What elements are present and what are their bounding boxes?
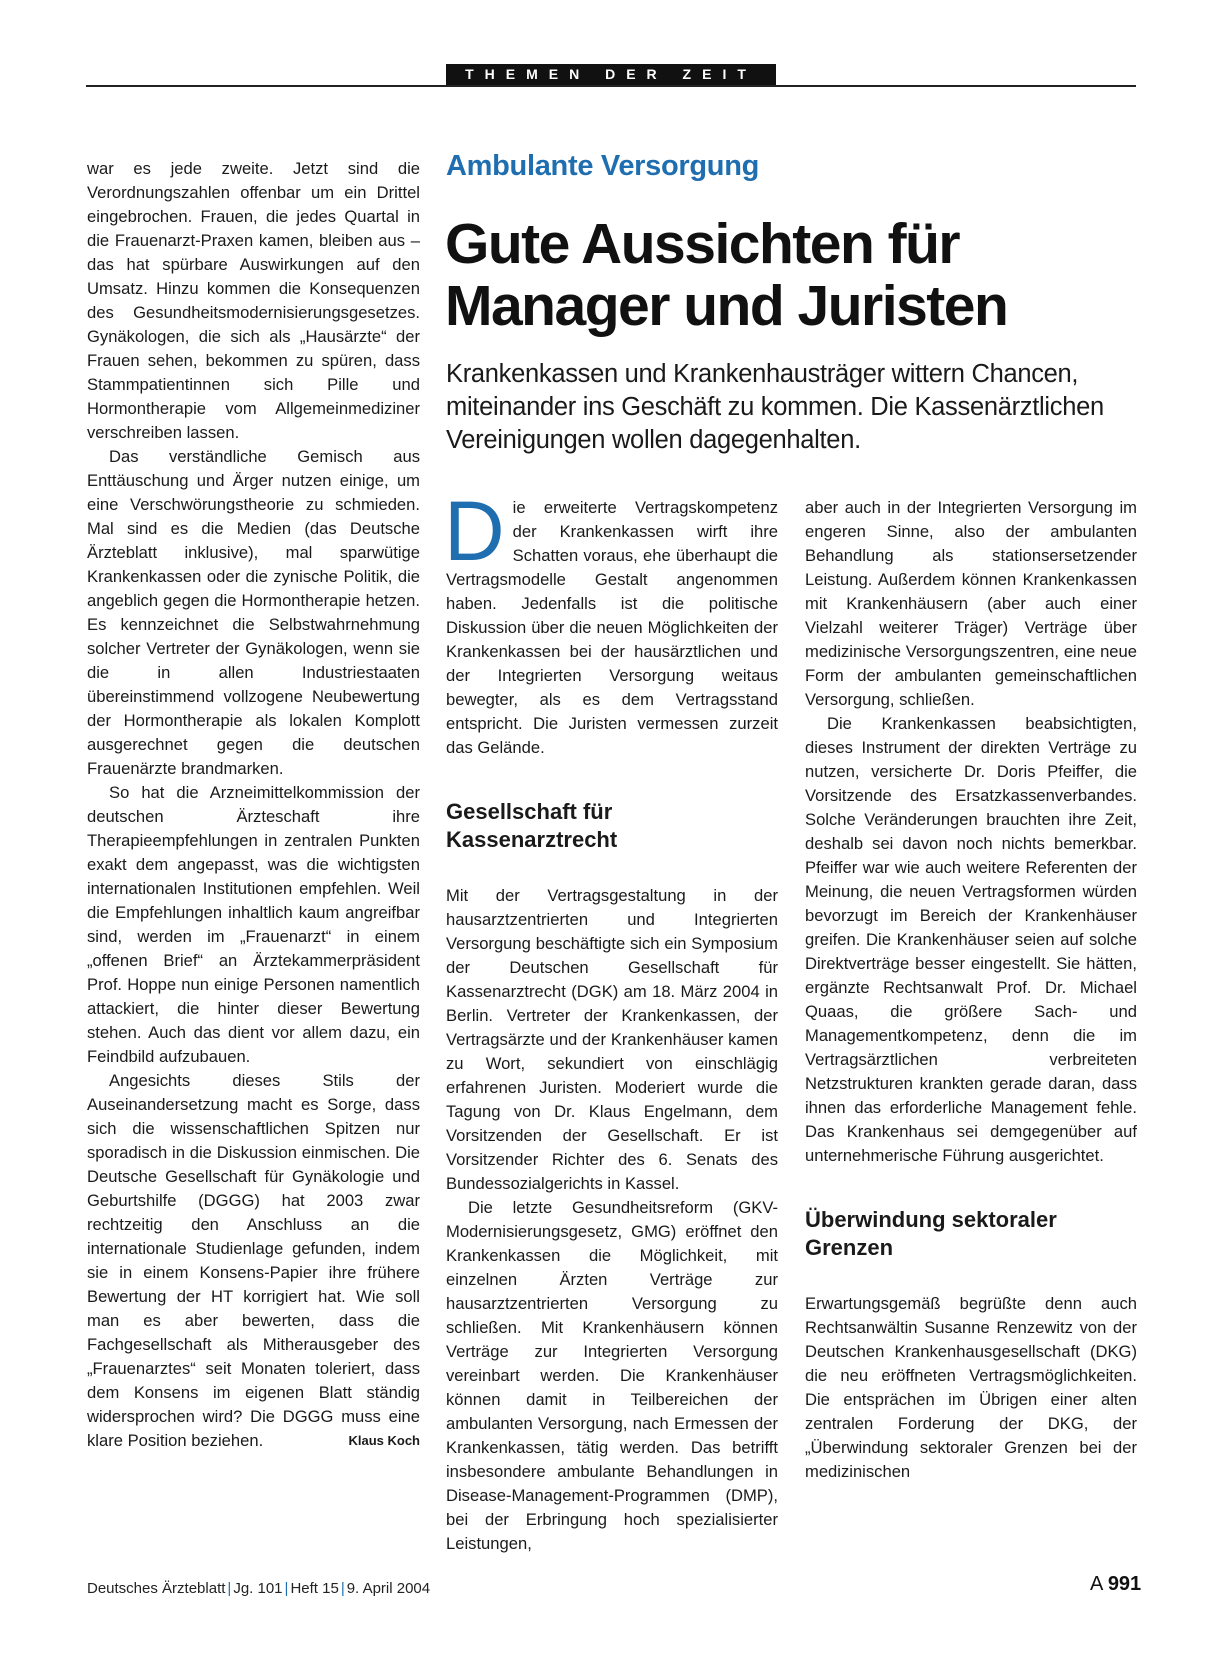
page-number xyxy=(1090,1573,1141,1596)
article-headline xyxy=(445,213,1165,337)
column-right xyxy=(805,496,1137,1484)
author-name: Klaus Koch xyxy=(348,1433,420,1448)
paragraph-text: ie erweiterte Vertragskompetenz der Krankenkassen wirft ihre Schatten voraus, ehe überhaupt die Vertragsmodelle Gestalt angenommen haben. Jedenfalls ist die politische Diskussion über die neuen Möglichkeiten der Krankenkassen bei der hausärztlichen und der Integrierten Versorgung weitaus bewegter, als es dem Vertragsstand entspricht. Die Juristen vermessen zurzeit das Gelände. xyxy=(446,498,778,757)
headline-line-2: Manager und Juristen xyxy=(445,274,1008,338)
page-prefix: A xyxy=(1090,1573,1103,1595)
paragraph-with-author xyxy=(87,1069,420,1453)
section-label: THEMEN DER ZEIT xyxy=(446,64,776,85)
subheading: Gesellschaft für Kassenarztrecht xyxy=(446,799,618,852)
paragraph: Das verständliche Gemisch aus Enttäuschung und Ärger nutzen einige, um eine Verschwörungstheorie zu schmieden. Mal sind es die Medien (das Deutsche Ärzteblatt inklusive), mal sparwütige Krankenkassen oder die zynische Politik, die angeblich gegen die Hormontherapie hetzen. Es kennzeichnet die Selbstwahrnehmung solcher Vertreter der Gynäkologen, wenn sie die in allen Industriestaaten übereinstimmend vollzogene Neubewertung der Hormontherapie als lokalen Komplott ausgerechnet gegen die deutschen Frauenärzte brandmarken. xyxy=(87,447,420,778)
separator: | xyxy=(227,1580,232,1597)
date: 9. April 2004 xyxy=(346,1580,431,1597)
lead-paragraph xyxy=(444,484,778,760)
subheading: Überwindung sektoraler Grenzen xyxy=(805,1207,1057,1260)
page-number-value: 991 xyxy=(1107,1573,1142,1595)
volume: Jg. 101 xyxy=(233,1580,283,1597)
journal-name: Deutsches Ärzteblatt xyxy=(87,1580,226,1597)
headline-line-1: Gute Aussichten für xyxy=(445,212,960,276)
paragraph: Mit der Vertragsgestaltung in der hausarztzentrierten und Integrierten Versorgung beschäftigte sich ein Symposium der Deutschen Gesellschaft für Kassenarztrecht (DGK) am 18. März 2004 in Berlin. Vertreter der Krankenkassen, der Vertragsärzte und der Krankenhäuser kamen zu Wort, sekundiert von einschlägig erfahrenen Juristen. Moderiert wurde die Tagung von Dr. Klaus Engelmann, dem Vorsitzenden der Gesellschaft. Er ist Vorsitzender Richter des 6. Senats des Bundessozialgerichts in Kassel. xyxy=(446,886,778,1193)
footer-citation xyxy=(87,1580,430,1597)
paragraph: Die Krankenkassen beabsichtigten, dieses Instrument der direkten Verträge zu nutzen, versicherte Dr. Doris Pfeiffer, die Vorsitzende des Ersatzkassenverbandes. Solche Veränderungen brauchten ihre Zeit, deshalb sei davon noch nichts bemerkbar. Pfeiffer war wie auch weitere Referenten der Meinung, die neuen Vertragsformen würden bevorzugt im Bereich der Krankenhäuser greifen. Die Krankenhäuser seien auf solche Direktverträge besser eingestellt. Sie hätten, ergänzte Rechtsanwalt Prof. Dr. Michael Quaas, die größere Sach- und Managementkompetenz, denn die im Vertragsärztlichen verbreiteten Netzstrukturen krankten gerade daran, dass ihnen das erforderliche Management fehle. Das Krankenhaus sei demgegenüber auf unternehmerische Führung ausgerichtet. xyxy=(805,714,1137,1165)
paragraph: war es jede zweite. Jetzt sind die Verordnungszahlen offenbar um ein Drittel eingebrochen. Frauen, die jedes Quartal in die Frauenarzt-Praxen kamen, bleiben aus – das hat spürbare Auswirkungen auf den Umsatz. Hinzu kommen die Konsequenzen des Gesundheitsmodernisierungsgesetzes. Gynäkologen, die sich als „Hausärzte“ der Frauen sehen, bekommen zu spüren, dass Stammpatientinnen sich Pille und Hormontherapie vom Allgemeinmediziner verschreiben lassen. xyxy=(87,159,420,442)
paragraph: Erwartungsgemäß begrüßte denn auch Rechtsanwältin Susanne Renzewitz von der Deutschen Krankenhausgesellschaft (DKG) die neu eröffneten Vertragsmöglichkeiten. Die entsprächen im Übrigen einer alten zentralen Forderung der DKG, der „Überwindung sektoraler Grenzen bei der medizinischen xyxy=(805,1294,1137,1481)
paragraph: aber auch in der Integrierten Versorgung im engeren Sinne, also der ambulanten Behandlung als stationsersetzender Leistung. Außerdem können Krankenkassen mit Krankenhäusern (aber auch einer Vielzahl weiterer Träger) Verträge über medizinische Versorgungszentren, eine neue Form der ambulanten gemeinschaftlichen Versorgung, schließen. xyxy=(805,498,1137,709)
column-middle xyxy=(444,484,778,1556)
header-rule xyxy=(86,85,1136,87)
article-deck: Krankenkassen und Krankenhausträger wittern Chancen, miteinander ins Geschäft zu kommen. Die Kassenärztlichen Vereinigungen wollen dagegenhalten. xyxy=(446,360,1104,454)
separator: | xyxy=(284,1580,289,1597)
column-left xyxy=(87,157,420,1453)
paragraph: So hat die Arzneimittelkommission der deutschen Ärzteschaft ihre Therapieempfehlungen in zentralen Punkten exakt dem angepasst, was die wichtigsten internationalen Institutionen empfehlen. Weil die Empfehlungen inhaltlich kaum angreifbar sind, werden im „Frauenarzt“ in einem „offenen Brief“ an Ärztekammerpräsident Prof. Hoppe nun einige Personen namentlich attackiert, die hinter dieser Bewertung stehen. Auch das dient vor allem dazu, ein Feindbild aufzubauen. xyxy=(87,783,420,1066)
drop-cap: D xyxy=(444,484,505,578)
separator: | xyxy=(340,1580,345,1597)
paragraph: Die letzte Gesundheitsreform (GKV-Modernisierungsgesetz, GMG) eröffnet den Krankenkassen die Möglichkeit, mit einzelnen Ärzten Verträge zur hausarztzentrierten Versorgung zu schließen. Mit Krankenhäusern können Verträge zur Integrierten Versorgung vereinbart werden. Die Krankenhäuser können damit in Teilbereichen der ambulanten Versorgung, nach Ermessen der Krankenkassen, tätig werden. Das betrifft insbesondere ambulante Behandlungen in Disease-Management-Programmen (DMP), bei der Erbringung hoch spezialisierter Leistungen, xyxy=(446,1198,778,1553)
paragraph-text: Angesichts dieses Stils der Auseinandersetzung macht es Sorge, dass sich die wissenschaftlichen Spitzen nur sporadisch in die Diskussion einmischen. Die Deutsche Gesellschaft für Gynäkologie und Geburtshilfe (DGGG) hat 2003 zwar rechtzeitig den Anschluss an die internationale Studienlage gefunden, indem sie in einem Konsens-Papier ihre frühere Bewertung der HT korrigiert hat. Wie soll man es aber bewerten, dass die Fachgesellschaft als Mitherausgeber des „Frauenarztes“ seit Monaten toleriert, dass dem Konsens im eigenen Blatt ständig widersprochen wird? Die DGGG muss eine klare Position beziehen. xyxy=(87,1071,420,1450)
article-kicker: Ambulante Versorgung xyxy=(446,150,760,182)
issue: Heft 15 xyxy=(290,1580,339,1597)
